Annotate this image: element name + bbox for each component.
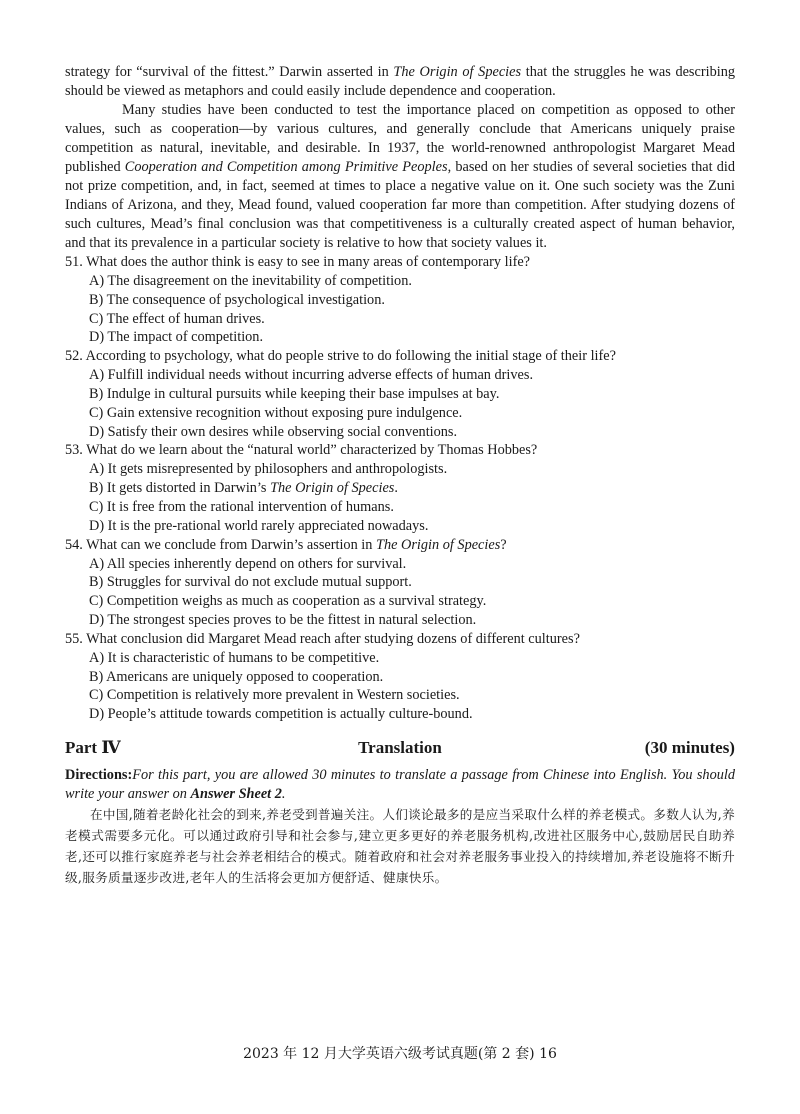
option-53c: C) It is free from the rational intervention of humans. bbox=[89, 498, 394, 515]
option-53b bbox=[89, 479, 735, 498]
option-53d: D) It is the pre-rational world rarely appreciated nowadays. bbox=[89, 517, 429, 534]
option-55d: D) People’s attitude towards competition is actually culture-bound. bbox=[89, 706, 473, 723]
option-55c: C) Competition is relatively more prevalent in Western societies. bbox=[89, 687, 460, 704]
part-time: (30 minutes) bbox=[644, 737, 735, 757]
question-text: ? bbox=[500, 536, 507, 553]
option-52b: B) Indulge in cultural pursuits while keeping their base impulses at bay. bbox=[89, 385, 500, 402]
passage-paragraph-1 bbox=[65, 63, 735, 101]
part-label: Part Ⅳ bbox=[65, 737, 121, 757]
option-text: B) It gets distorted in Darwin’s bbox=[89, 480, 271, 497]
page-footer: 2023 年 12 月大学英语六级考试真题(第 2 套) 16 bbox=[243, 1046, 557, 1062]
option-54a: A) All species inherently depend on others for survival. bbox=[89, 555, 407, 572]
option-52c: C) Gain extensive recognition without exposing pure indulgence. bbox=[89, 404, 463, 421]
question-52: 52. According to psychology, what do people strive to do following the initial stage of their life? bbox=[65, 348, 616, 365]
option-54c: C) Competition weighs as much as cooperation as a survival strategy. bbox=[89, 593, 487, 610]
part-title: Translation bbox=[358, 737, 442, 757]
question-text: 54. What can we conclude from Darwin’s assertion in bbox=[65, 536, 376, 553]
answer-sheet-label: Answer Sheet 2 bbox=[190, 785, 282, 802]
option-51b: B) The consequence of psychological investigation. bbox=[89, 291, 385, 308]
passage-text: , based on her studies of several societies that did not prize competition, and, in fact, seemed at times to place a negative value on it. One such society was the Zuni Indians of Arizona, and they, Mead found, valued cooperation far more than competition. After studying dozens of such cultures, Mead’s final conclusion was that competitiveness is a culturally created aspect of human behavior, and that its prevalence in a particular society is relative to how that society values it. bbox=[65, 159, 736, 251]
option-52a: A) Fulfill individual needs without incurring adverse effects of human drives. bbox=[89, 367, 534, 384]
book-title: The Origin of Species bbox=[393, 64, 522, 80]
passage-text: that the struggles he was describing should be viewed as metaphors and could easily include dependence and cooperation. bbox=[65, 64, 735, 99]
directions-text-end: . bbox=[281, 785, 286, 802]
option-51a: A) The disagreement on the inevitability of competition. bbox=[89, 273, 412, 289]
option-54b: B) Struggles for survival do not exclude mutual support. bbox=[89, 574, 412, 591]
passage-text: strategy for “survival of the fittest.” Darwin asserted in bbox=[65, 64, 394, 80]
directions-text: For this part, you are allowed 30 minutes to translate a passage from Chinese into English. You should write your answer on bbox=[65, 766, 735, 802]
option-53a: A) It gets misrepresented by philosophers and anthropologists. bbox=[89, 461, 448, 478]
option-52d: D) Satisfy their own desires while observing social conventions. bbox=[89, 423, 458, 440]
question-55: 55. What conclusion did Margaret Mead reach after studying dozens of different cultures? bbox=[65, 630, 580, 647]
option-51d: D) The impact of competition. bbox=[89, 329, 264, 346]
option-text: . bbox=[394, 480, 398, 497]
directions-label: Directions: bbox=[65, 766, 133, 783]
part-header bbox=[65, 738, 735, 762]
question-53: 53. What do we learn about the “natural world” characterized by Thomas Hobbes? bbox=[65, 442, 538, 459]
book-title: The Origin of Species bbox=[270, 480, 395, 497]
book-title: The Origin of Species bbox=[376, 536, 501, 553]
question-51: 51. What does the author think is easy to see in many areas of contemporary life? bbox=[65, 254, 531, 270]
passage-text: Many studies have been conducted to test the importance placed on competition as opposed to other values, such as cooperation—by various cultures, and generally conclude that Americans uniquely praise competition as natural, inevitable, and desirable. In 1937, the world-renowned anthropologist Margaret Mead published bbox=[65, 102, 735, 175]
question-54 bbox=[65, 536, 735, 555]
option-51c: C) The effect of human drives. bbox=[89, 310, 265, 327]
option-55b: B) Americans are uniquely opposed to cooperation. bbox=[89, 668, 384, 685]
chinese-passage: 在中国,随着老龄化社会的到来,养老受到普遍关注。人们谈论最多的是应当采取什么样的养老模式。多数人认为,养老模式需要多元化。可以通过政府引导和社会参与,建立更多更好的养老服务机构,改进社区服务中心,鼓励居民自助养老,还可以推行家庭养老与社会养老相结合的模式。随着政府和社会对养老服务事业投入的持续增加,养老设施将不断升级,服务质量逐步改进,老年人的生活将会更加方便舒适、健康快乐。 bbox=[65, 806, 735, 885]
passage-paragraph-2 bbox=[65, 101, 735, 253]
book-title: Cooperation and Competition among Primitive Peoples bbox=[124, 159, 448, 175]
option-55a: A) It is characteristic of humans to be competitive. bbox=[89, 649, 380, 666]
directions bbox=[65, 766, 735, 804]
option-54d: D) The strongest species proves to be the fittest in natural selection. bbox=[89, 611, 477, 628]
exam-page bbox=[65, 63, 735, 888]
